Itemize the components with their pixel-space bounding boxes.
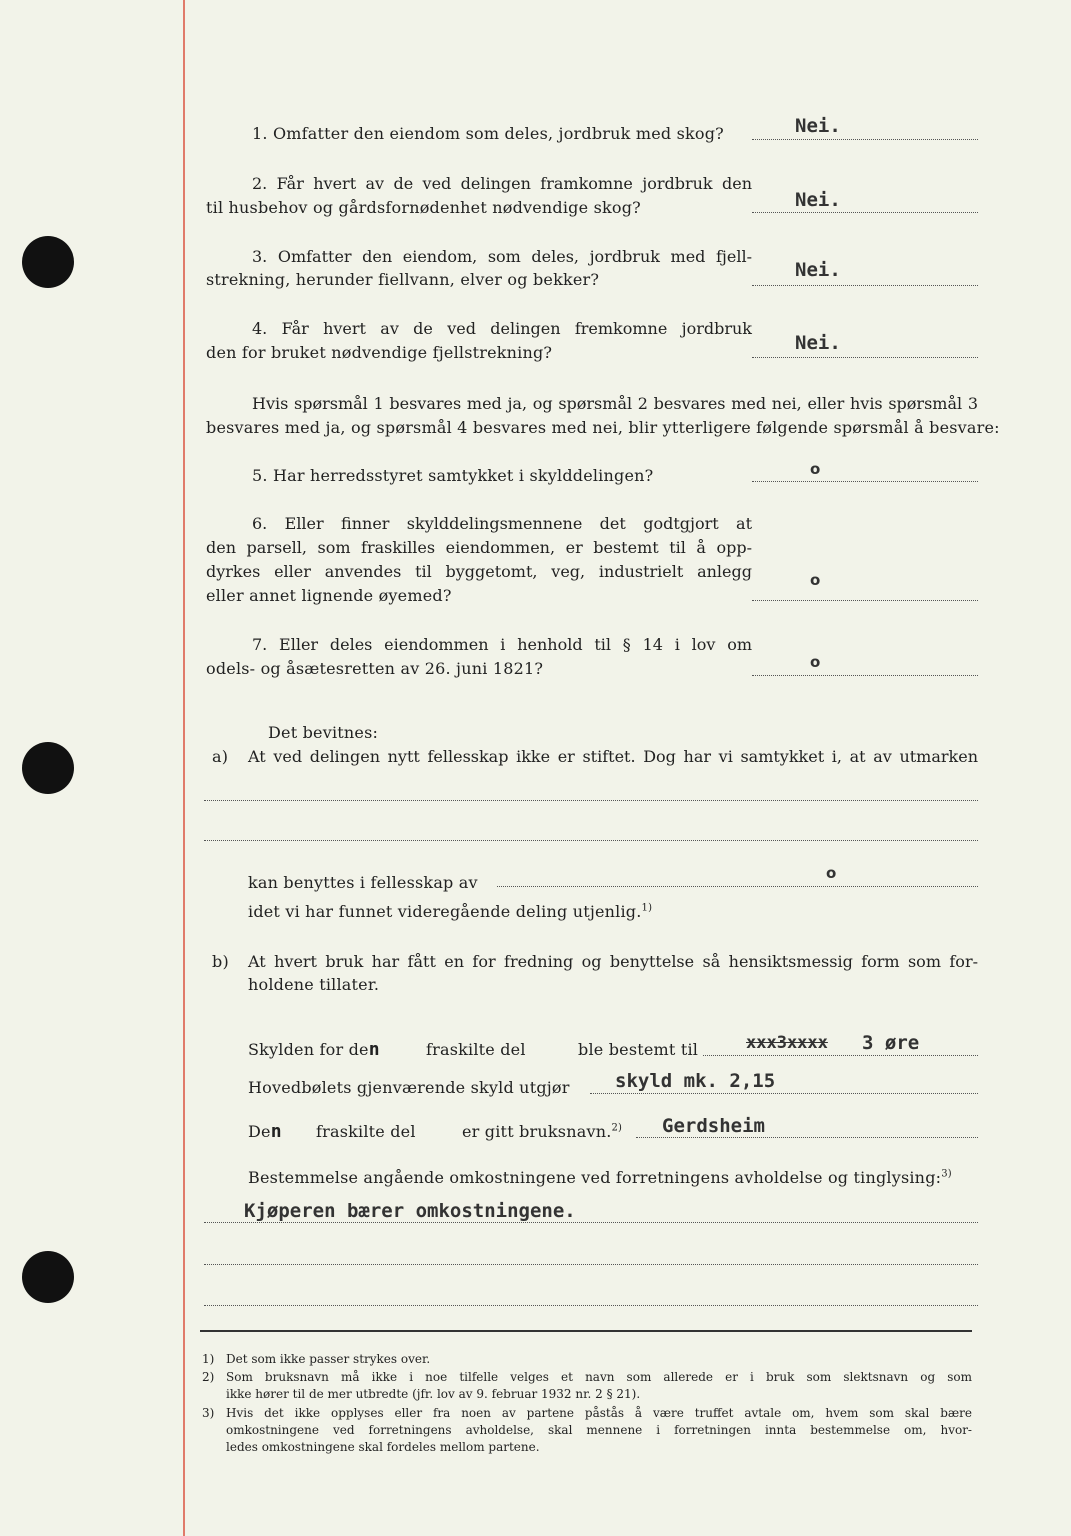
question-2: 2. Får hvert av de ved delingen framkomne jordbruk den [252,174,753,193]
blank-line [204,1305,978,1306]
footnote-3-cont: omkostningene ved forretningens avholdelse, skal mennene i forretningen innta bestemmelse om, hvor- [226,1423,972,1437]
answer-q1: Nei. [795,115,841,137]
den-label-3: er gitt bruksnavn.$^{2)}$ [462,1122,623,1141]
footnote-ref: 2) [611,1122,623,1134]
question-1 [252,122,724,146]
answer-line [204,1222,978,1223]
footnote-2-mark: 2) [202,1370,215,1384]
blank-line [204,800,978,801]
footnote-3: Hvis det ikke opplyses eller fra noen av partene påstås å være truffet avtale om, hvem som skal bære [226,1406,972,1420]
footnote-1-mark: 1) [202,1352,215,1366]
footnote-divider [200,1330,972,1332]
answer-q4: Nei. [795,332,841,354]
footnote-ref: 1) [641,902,653,914]
attest-b-cont: holdene tillater. [248,975,380,994]
punch-hole [22,236,74,288]
footnote-3-cont: ledes omkostningene skal fordeles mellom partene. [226,1440,540,1454]
question-4-cont: den for bruket nødvendige fjellstrekning? [206,343,553,362]
answer-q5: o [810,460,821,478]
footnote-2: Som bruksnavn må ikke i noe tilfelle velges et navn som allerede er i bruk som slektsnavn og som [226,1370,972,1384]
den-label-2: fraskilte del [316,1122,416,1141]
den-label: Den [248,1121,282,1142]
question-number: 1. [252,124,268,143]
struck-value: xxx3xxxx [746,1033,828,1053]
hovedbol-label: Hovedbølets gjenværende skyld utgjør [248,1078,570,1097]
conditional-intro: Hvis spørsmål 1 besvares med ja, og spørsmål 2 besvares med nei, eller hvis spørsmål 3 [252,394,978,413]
question-4: 4. Får hvert av de ved delingen fremkomne jordbruk [252,319,752,338]
answer-q3: Nei. [795,259,841,281]
skyld-label-2: fraskilte del [426,1040,526,1059]
answer-line [636,1137,978,1138]
blank-line [204,1264,978,1265]
skyld-label: Skylden for den [248,1039,380,1060]
answer-line [752,600,978,601]
answer-line [752,675,978,676]
attest-heading: Det bevitnes: [268,723,379,742]
question-5: 5. Har herredsstyret samtykket i skylddelingen? [252,466,654,485]
footnote-3-mark: 3) [202,1406,215,1420]
answer-line [752,139,978,140]
skyld-label-3: ble bestemt til [578,1040,699,1059]
question-7-cont: odels- og åsætesretten av 26. juni 1821? [206,659,544,678]
skyld-value: 3 øre [862,1032,920,1054]
attest-a-text: At ved delingen nytt fellesskap ikke er stiftet. Dog har vi samtykket i, at av utmarken [248,747,978,766]
answer-line [590,1093,978,1094]
bruksnavn-value: Gerdsheim [662,1115,765,1137]
answer-line [752,481,978,482]
question-2-cont: til husbehov og gårdsfornødenhet nødvendige skog? [206,198,641,217]
question-6: 6. Eller finner skylddelingsmennene det godtgjort at [252,514,752,533]
footnote-2-cont: ikke hører til de mer utbredte (jfr. lov av 9. februar 1932 nr. 2 § 21). [226,1387,641,1401]
answer-line [752,212,978,213]
common-use-answer: o [826,864,837,882]
conditional-intro-cont: besvares med ja, og spørsmål 4 besvares med nei, blir ytterligere følgende spørsmål å besvare: [206,418,1000,437]
question-3: 3. Omfatter den eiendom, som deles, jordbruk med fjell- [252,247,752,266]
item-label-b: b) [212,952,229,971]
omkostning-value: Kjøperen bærer omkostningene. [244,1200,576,1222]
item-label-a: a) [212,747,229,766]
answer-q7: o [810,653,821,671]
question-6-cont: den parsell, som fraskilles eiendommen, er bestemt til å opp- [206,538,752,557]
question-3-cont: strekning, herunder fiellvann, elver og bekker? [206,270,600,289]
question-text: Omfatter den eiendom som deles, jordbruk med skog? [272,124,724,143]
footnote-ref: 3) [941,1168,952,1180]
answer-line [497,886,978,887]
attest-b-text: At hvert bruk har fått en for fredning og benyttelse så hensiktsmessig form som for- [248,952,978,971]
footnote-1: Det som ikke passer strykes over. [226,1352,431,1366]
question-6-cont: eller annet lignende øyemed? [206,586,452,605]
hovedbol-value: skyld mk. 2,15 [615,1070,776,1092]
question-7: 7. Eller deles eiendommen i henhold til § 14 i lov om [252,635,752,654]
answer-line [703,1055,978,1056]
blank-line [204,840,978,841]
margin-rule [183,0,185,1536]
omkostning-label: Bestemmelse angående omkostningene ved forretningens avholdelse og tinglysing:$^{3)}$ [248,1168,952,1187]
answer-line [752,357,978,358]
reason-text: idet vi har funnet videregående deling utjenlig.$^{1)}$ [248,902,653,921]
answer-line [752,285,978,286]
question-6-cont: dyrkes eller anvendes til byggetomt, veg, industrielt anlegg [206,562,752,581]
common-use-label: kan benyttes i fellesskap av [248,873,478,892]
answer-q6: o [810,571,821,589]
punch-hole [22,1251,74,1303]
answer-q2: Nei. [795,189,841,211]
punch-hole [22,742,74,794]
